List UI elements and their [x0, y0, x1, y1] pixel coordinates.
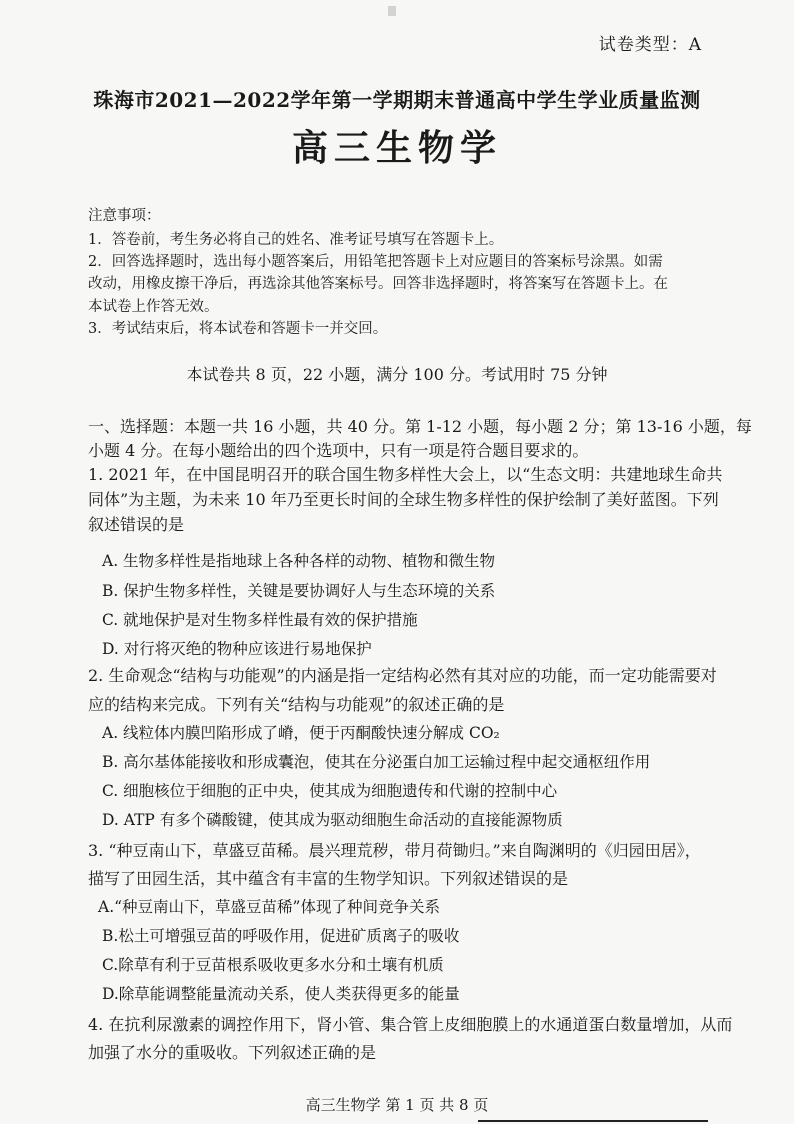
question-stem: 2. 生命观念“结构与功能观”的内涵是指一定结构必然有其对应的功能，而一定功能需要对 [88, 666, 717, 685]
notice-line: 3．考试结束后，将本试卷和答题卡一并交回。 [88, 321, 388, 337]
question-stem: 3. “种豆南山下，草盛豆苗稀。晨兴理荒秽，带月荷锄归。”来自陶渊明的《归园田居》， [88, 841, 701, 860]
footer-rule [478, 1120, 708, 1122]
notice-line: 1．答卷前，考生务必将自己的姓名、准考证号填写在答题卡上。 [88, 232, 504, 248]
section-heading: 小题 4 分。在每小题给出的四个选项中，只有一项是符合题目要求的。 [88, 441, 589, 460]
notice-heading: 注意事项： [88, 208, 161, 224]
option-c: C.除草有利于豆苗根系吸收更多水分和土壤有机质 [102, 956, 444, 974]
option-d: D. 对行将灭绝的物种应该进行易地保护 [102, 640, 372, 658]
paper-type-label: 试卷类型：A [598, 35, 702, 55]
exam-info: 本试卷共 8 页，22 小题，满分 100 分。考试用时 75 分钟 [186, 365, 608, 384]
option-c: C. 就地保护是对生物多样性最有效的保护措施 [102, 611, 418, 629]
option-d: D.除草能调整能量流动关系，使人类获得更多的能量 [102, 985, 460, 1003]
option-a: A. 生物多样性是指地球上各种各样的动物、植物和微生物 [102, 552, 496, 570]
page-footer: 高三生物学 第 1 页 共 8 页 [305, 1096, 489, 1114]
question-stem: 加强了水分的重吸收。下列叙述正确的是 [88, 1043, 377, 1062]
scan-mark [388, 6, 396, 16]
notice-line: 2．回答选择题时，选出每小题答案后，用铅笔把答题卡上对应题目的答案标号涂黑。如需 [88, 254, 663, 270]
option-a: A.“种豆南山下，草盛豆苗稀”体现了种间竞争关系 [98, 898, 440, 916]
notice-line: 改动，用橡皮擦干净后，再选涂其他答案标号。回答非选择题时，将答案写在答题卡上。在 [88, 276, 668, 292]
option-a: A. 线粒体内膜凹陷形成了嵴，便于丙酮酸快速分解成 CO₂ [102, 724, 500, 742]
option-b: B. 保护生物多样性，关键是要协调好人与生态环境的关系 [102, 582, 496, 600]
exam-title: 珠海市2021—2022学年第一学期期末普通高中学生学业质量监测 [93, 88, 701, 112]
question-stem: 4. 在抗利尿激素的调控作用下，肾小管、集合管上皮细胞膜上的水通道蛋白数量增加，从而 [88, 1015, 733, 1034]
subject-title: 高三生物学 [291, 127, 502, 169]
section-heading: 一、选择题：本题一共 16 小题，共 40 分。第 1-12 小题，每小题 2 分；第 13-16 小题，每 [88, 417, 752, 436]
notice-line: 本试卷上作答无效。 [88, 299, 219, 315]
option-d: D. ATP 有多个磷酸键，使其成为驱动细胞生命活动的直接能源物质 [102, 811, 563, 829]
question-stem: 同体”为主题，为未来 10 年乃至更长时间的全球生物多样性的保护绘制了美好蓝图。下列 [88, 490, 719, 509]
question-stem: 叙述错误的是 [88, 515, 185, 534]
option-b: B. 高尔基体能接收和形成囊泡，使其在分泌蛋白加工运输过程中起交通枢纽作用 [102, 753, 651, 771]
question-stem: 应的结构来完成。下列有关“结构与功能观”的叙述正确的是 [88, 695, 505, 714]
option-b: B.松土可增强豆苗的呼吸作用，促进矿质离子的吸收 [102, 927, 460, 945]
question-stem: 1. 2021 年，在中国昆明召开的联合国生物多样性大会上，以“生态文明：共建地球生命共 [88, 465, 723, 484]
question-stem: 描写了田园生活，其中蕴含有丰富的生物学知识。下列叙述错误的是 [88, 869, 569, 888]
option-c: C. 细胞核位于细胞的正中央，使其成为细胞遗传和代谢的控制中心 [102, 782, 558, 800]
